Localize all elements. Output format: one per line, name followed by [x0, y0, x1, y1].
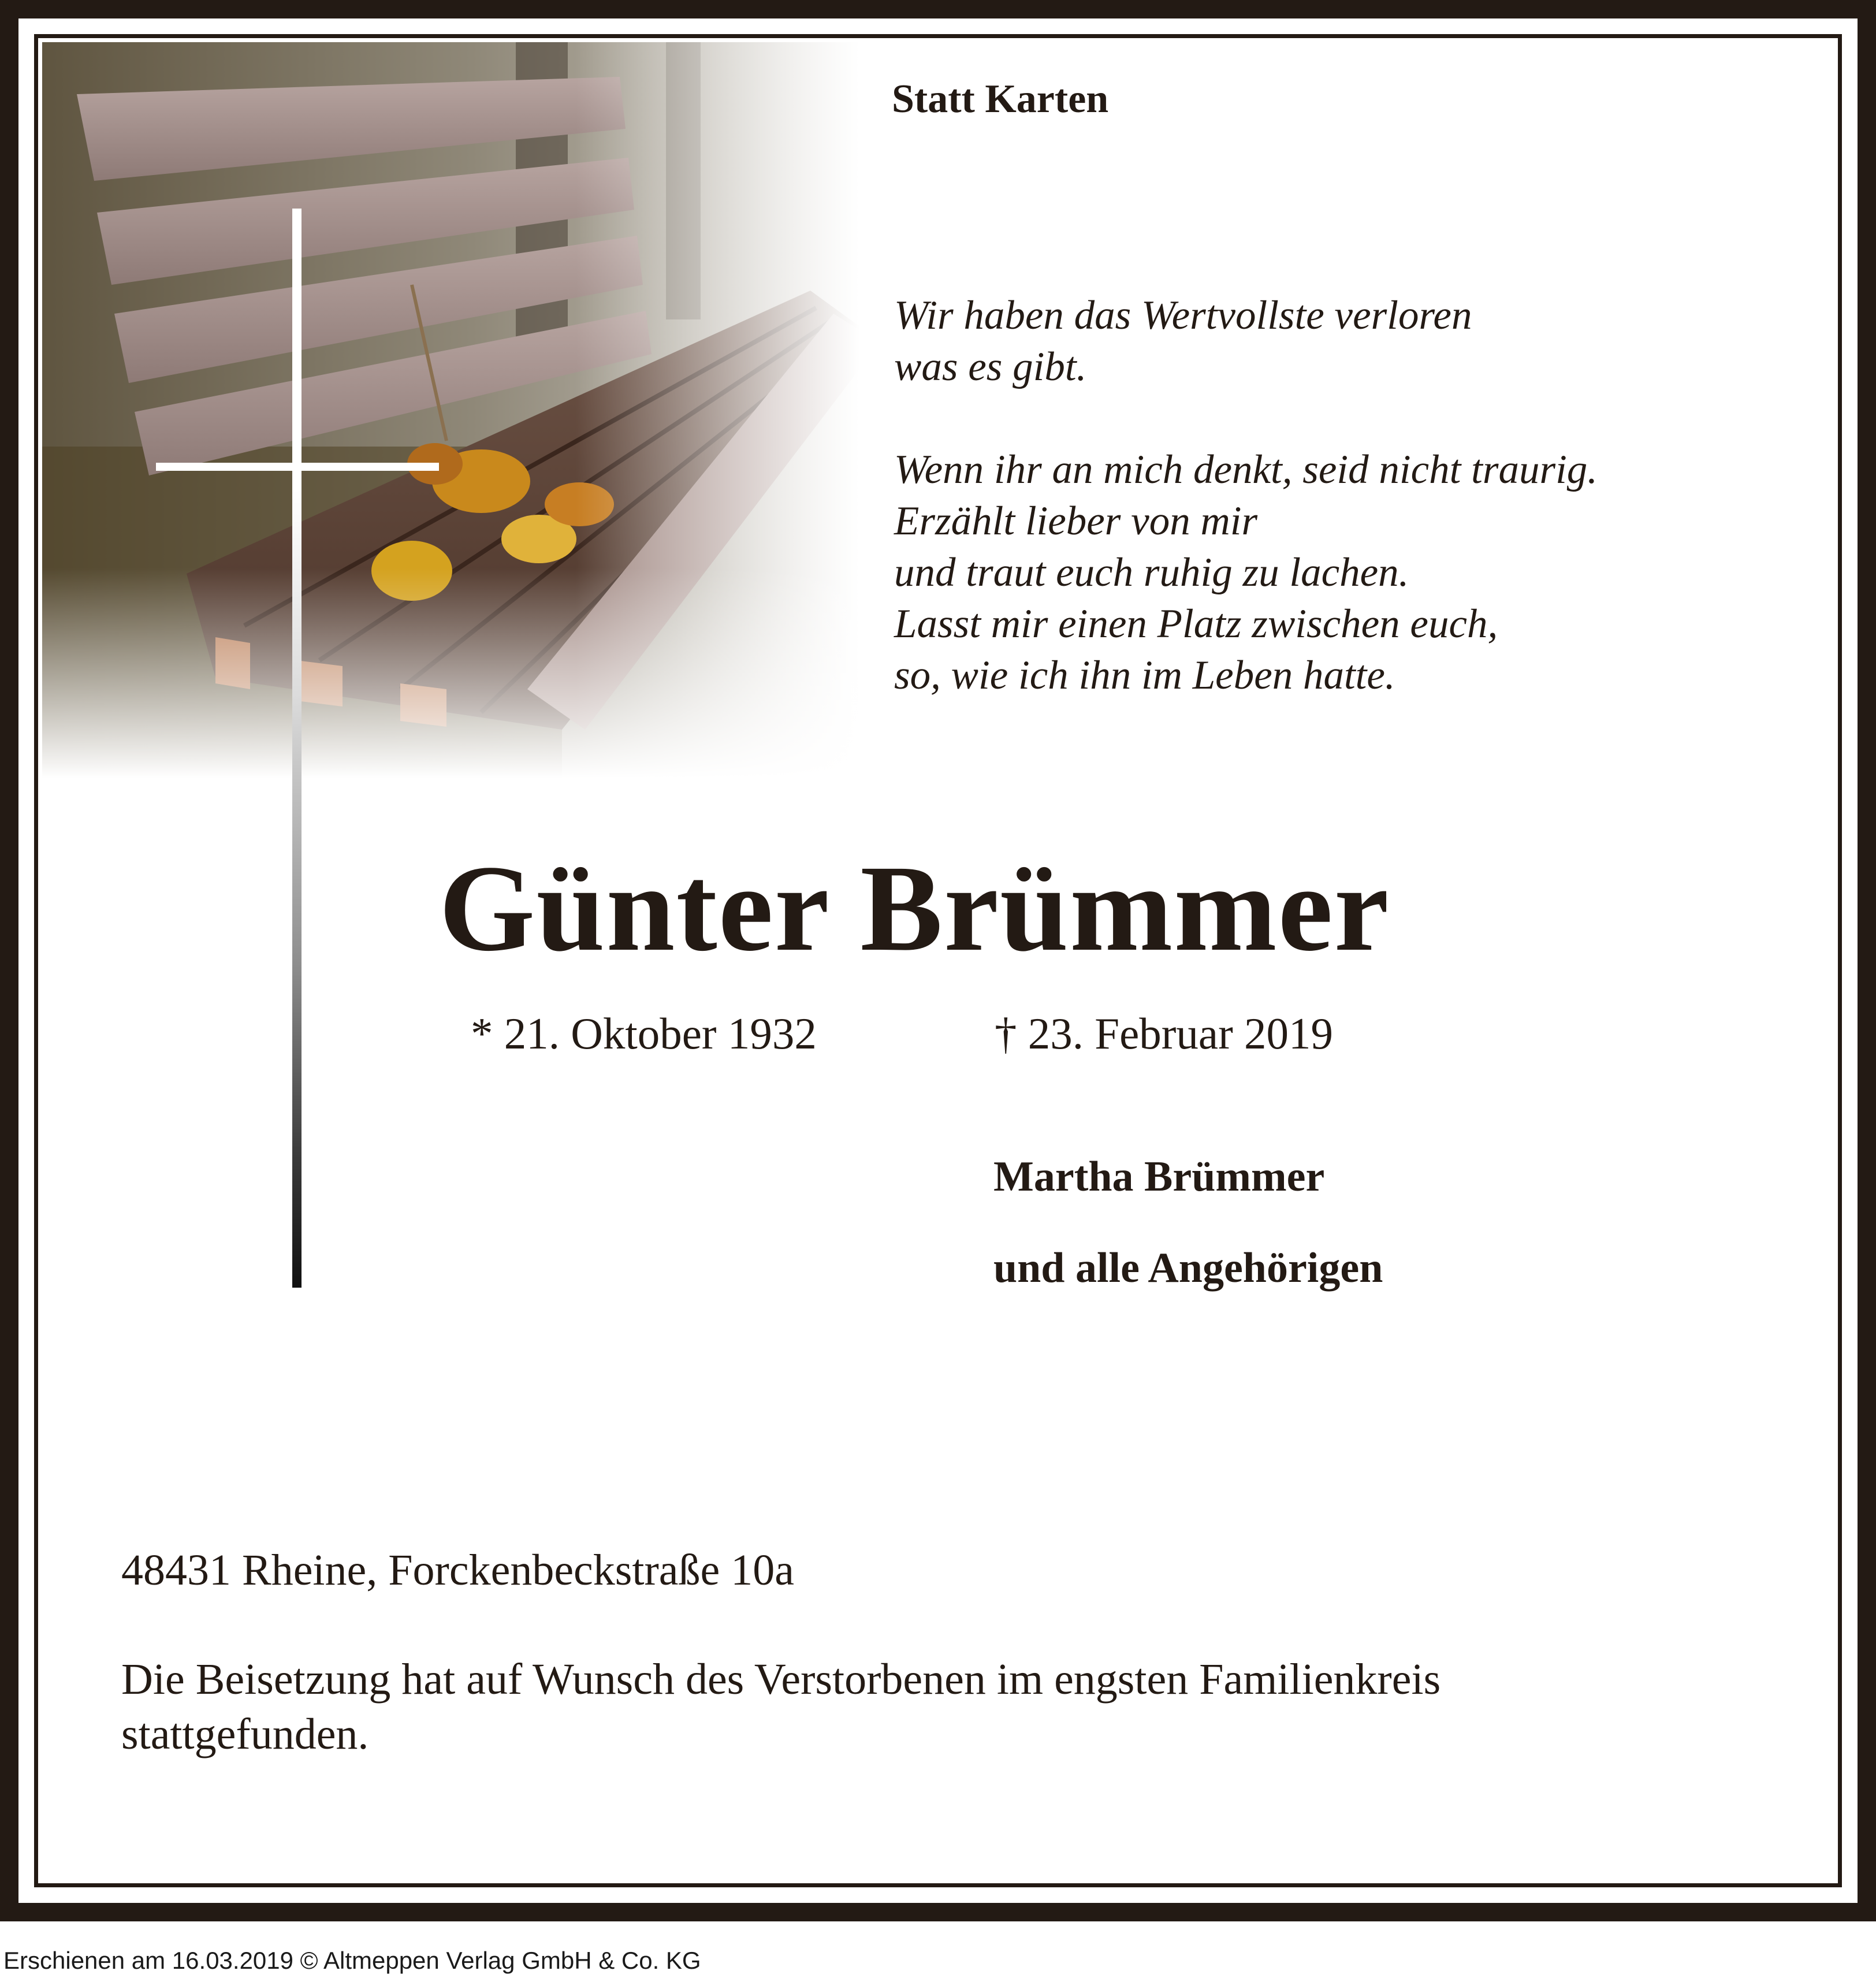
funeral-note-line: Die Beisetzung hat auf Wunsch des Verstorbenen im engsten Familienkreis — [121, 1655, 1441, 1704]
publication-credit: Erschienen am 16.03.2019 © Altmeppen Verlag GmbH & Co. KG — [3, 1947, 701, 1974]
poem-line: was es gibt. — [894, 344, 1087, 389]
poem-line: und traut euch ruhig zu lachen. — [894, 550, 1409, 595]
memorial-poem — [894, 290, 1598, 701]
bench-photo — [42, 42, 903, 793]
cross-vertical-bar — [292, 209, 302, 1288]
funeral-note-line: stattgefunden. — [121, 1710, 369, 1758]
death-date: † 23. Februar 2019 — [995, 1009, 1333, 1058]
funeral-note — [121, 1652, 1440, 1762]
poem-line: Lasst mir einen Platz zwischen euch, — [894, 601, 1498, 646]
poem-line: so, wie ich ihn im Leben hatte. — [894, 653, 1395, 698]
deceased-name: Günter Brümmer — [439, 840, 1390, 977]
birth-date: * 21. Oktober 1932 — [471, 1009, 817, 1058]
poem-line: Wenn ihr an mich denkt, seid nicht traurig. — [894, 447, 1598, 492]
poem-line: Wir haben das Wertvollste verloren — [894, 293, 1472, 338]
statt-karten-heading: Statt Karten — [892, 77, 1109, 121]
poem-line: Erzählt lieber von mir — [894, 499, 1258, 544]
mourner-name: Martha Brümmer — [993, 1153, 1325, 1200]
cross-horizontal-bar — [156, 463, 439, 471]
family-address: 48431 Rheine, Forckenbeckstraße 10a — [121, 1546, 794, 1594]
mourner-relatives: und alle Angehörigen — [993, 1244, 1383, 1292]
